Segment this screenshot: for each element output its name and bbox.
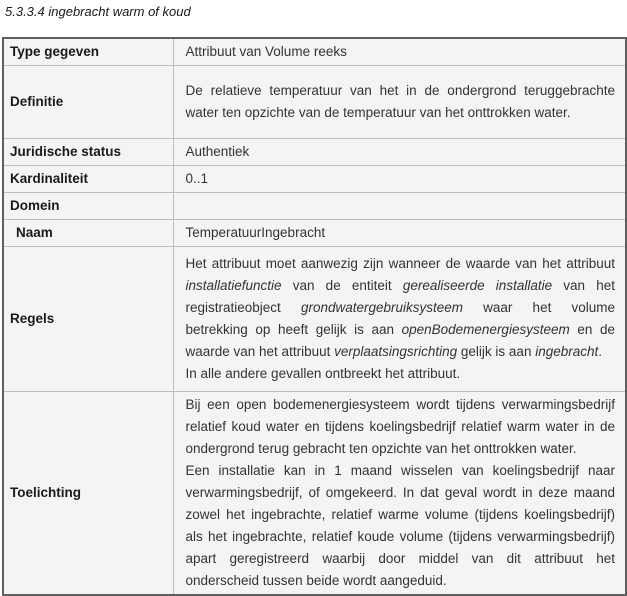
row-label-definitie: Definitie: [3, 66, 173, 139]
section-heading: 5.3.3.4 ingebracht warm of koud: [5, 4, 191, 19]
table-row: [3, 220, 626, 247]
row-value-regels: Het attribuut moet aanwezig zijn wanneer de waarde van het attribuut installatiefunctie van de entiteit gerealiseerde installatie van het registratieobject grondwatergebruiksysteem waar het volume betrekking op heeft gelijk is aan openBodemenergiesysteem en de waarde van het attribuut verplaatsingsrichting gelijk is aan ingebracht. In alle andere gevallen ontbreekt het attribuut.: [173, 247, 626, 392]
row-label-type-gegeven: Type gegeven: [3, 38, 173, 66]
table-row: [3, 392, 626, 596]
row-label-naam: Naam: [3, 220, 173, 247]
table-row: [3, 139, 626, 166]
row-value-kardinaliteit: 0..1: [173, 166, 626, 193]
table-row: [3, 66, 626, 139]
row-label-regels: Regels: [3, 247, 173, 392]
attribute-definition-table: [2, 37, 627, 596]
table-row: [3, 166, 626, 193]
row-label-domein: Domein: [3, 193, 173, 220]
row-value-domein: [173, 193, 626, 220]
row-value-juridische-status: Authentiek: [173, 139, 626, 166]
row-label-juridische-status: Juridische status: [3, 139, 173, 166]
row-value-type-gegeven: Attribuut van Volume reeks: [173, 38, 626, 66]
table-row: [3, 193, 626, 220]
row-value-toelichting: Bij een open bodemenergiesysteem wordt tijdens verwarmingsbedrijf relatief koud water en tijdens koelingsbedrijf relatief warm water in de ondergrond terug gebracht ten opzichte van het onttrokken water. Een installatie kan in 1 maand wisselen van koelingsbedrijf naar verwarmingsbedrijf, of omgekeerd. In dat geval wordt in deze maand zowel het ingebrachte, relatief warme volume (tijdens koelingsbedrijf) als het ingebrachte, relatief koude volume (tijdens verwarmingsbedrijf) apart geregistreerd waarbij door middel van dit attribuut het onderscheid tussen beide wordt aangeduid.: [173, 392, 626, 596]
table-row: [3, 38, 626, 66]
table-row: [3, 247, 626, 392]
row-label-kardinaliteit: Kardinaliteit: [3, 166, 173, 193]
row-label-toelichting: Toelichting: [3, 392, 173, 596]
row-value-definitie: De relatieve temperatuur van het in de ondergrond teruggebrachte water ten opzichte van de temperatuur van het onttrokken water.: [173, 66, 626, 139]
row-value-naam: TemperatuurIngebracht: [173, 220, 626, 247]
